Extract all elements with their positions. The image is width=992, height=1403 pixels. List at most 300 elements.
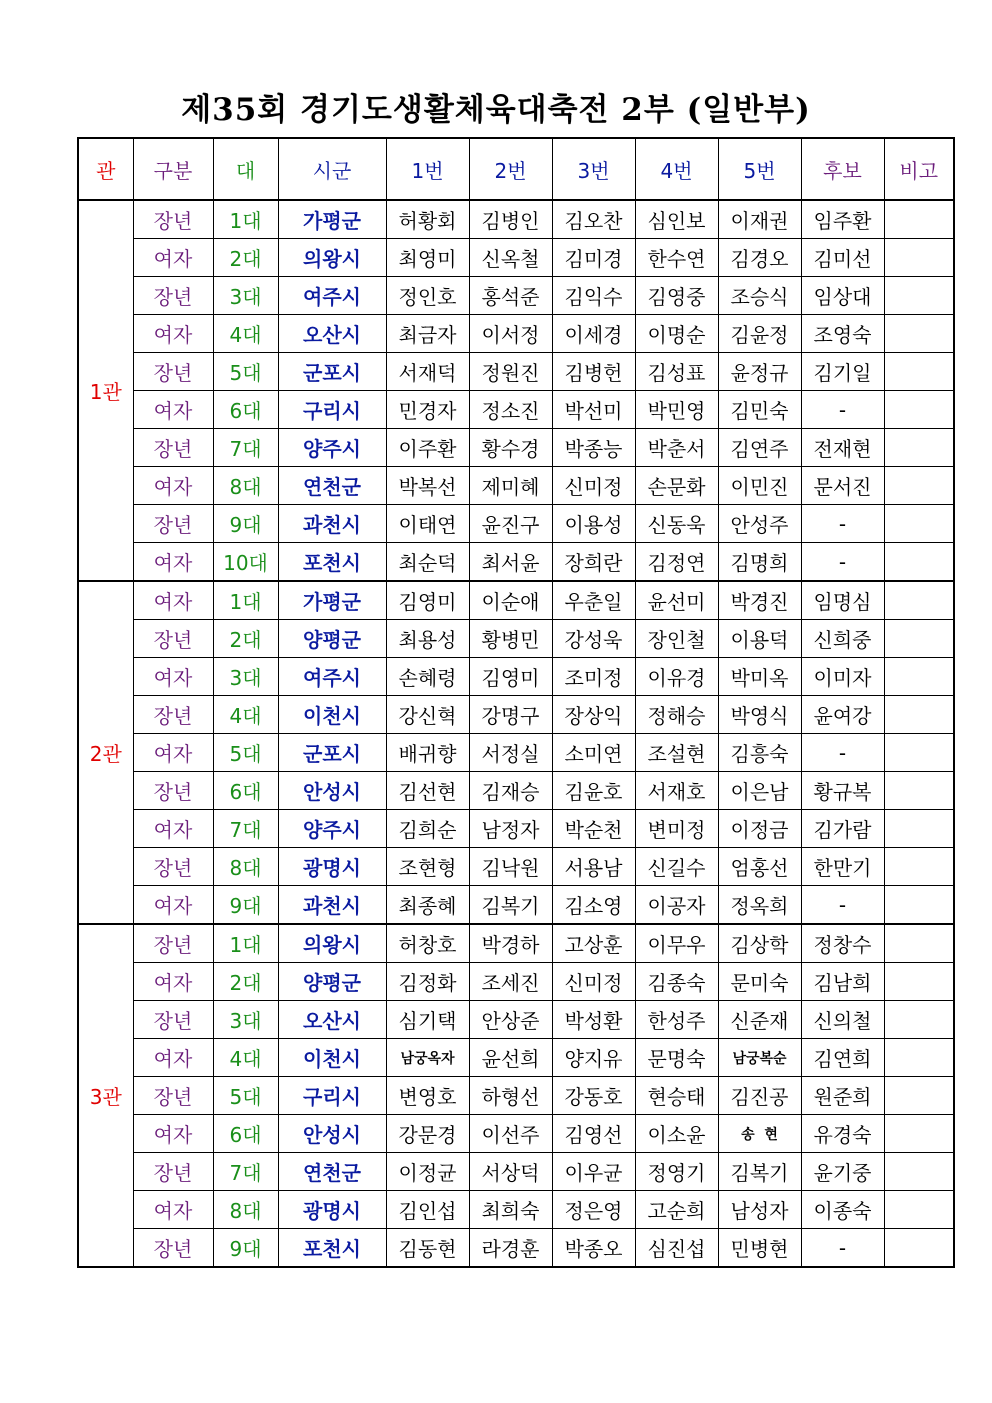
table-row [78,1229,954,1268]
note-cell [884,963,954,1001]
dae-cell: 7대 [213,1153,278,1191]
city-cell: 과천시 [278,505,386,543]
player-cell: 김경오 [718,239,801,277]
player-cell: 박민영 [635,391,718,429]
header-dae: 대 [213,138,278,200]
header-player-3: 3번 [552,138,635,200]
city-cell: 의왕시 [278,924,386,963]
player-cell: 김병헌 [552,353,635,391]
gubun-cell: 장년 [133,200,213,239]
player-cell: 김익수 [552,277,635,315]
gubun-cell: 여자 [133,467,213,505]
player-cell: 정원진 [469,353,552,391]
hall-cell: 1관 [78,200,133,581]
player-cell: 조설현 [635,734,718,772]
reserve-cell: 정창수 [801,924,884,963]
gubun-cell: 장년 [133,848,213,886]
table-row [78,277,954,315]
player-cell: 김오찬 [552,200,635,239]
player-cell: 김영선 [552,1115,635,1153]
city-cell: 광명시 [278,1191,386,1229]
city-cell: 양주시 [278,429,386,467]
player-cell: 최용성 [386,620,469,658]
city-cell: 양주시 [278,810,386,848]
reserve-cell: - [801,734,884,772]
player-cell: 이유경 [635,658,718,696]
roster-body [78,200,954,1267]
player-cell: 김정연 [635,543,718,582]
player-cell: 최희숙 [469,1191,552,1229]
gubun-cell: 장년 [133,429,213,467]
gubun-cell: 여자 [133,810,213,848]
city-cell: 광명시 [278,848,386,886]
player-cell: 안상준 [469,1001,552,1039]
player-cell: 최영미 [386,239,469,277]
player-cell: 이민진 [718,467,801,505]
player-cell: 정인호 [386,277,469,315]
player-cell: 신준재 [718,1001,801,1039]
dae-cell: 3대 [213,1001,278,1039]
player-cell: 한성주 [635,1001,718,1039]
player-cell: 김복기 [469,886,552,925]
player-cell: 박성환 [552,1001,635,1039]
player-cell: 손문화 [635,467,718,505]
player-cell: 이은남 [718,772,801,810]
gubun-cell: 여자 [133,963,213,1001]
table-row [78,391,954,429]
player-cell: 홍석준 [469,277,552,315]
player-cell: 양지유 [552,1039,635,1077]
gubun-cell: 장년 [133,1153,213,1191]
player-cell: 김영미 [386,581,469,620]
gubun-cell: 장년 [133,353,213,391]
note-cell [884,620,954,658]
table-row [78,1077,954,1115]
table-row [78,1115,954,1153]
player-cell: 김낙원 [469,848,552,886]
table-row [78,658,954,696]
header-player-1: 1번 [386,138,469,200]
player-cell: 조승식 [718,277,801,315]
header-reserve: 후보 [801,138,884,200]
gubun-cell: 여자 [133,1115,213,1153]
player-cell: 고순희 [635,1191,718,1229]
player-cell: 김민숙 [718,391,801,429]
table-row [78,734,954,772]
player-cell: 최서윤 [469,543,552,582]
dae-cell: 6대 [213,772,278,810]
player-cell: 서용남 [552,848,635,886]
player-cell: 하형선 [469,1077,552,1115]
table-row [78,1191,954,1229]
table-row [78,581,954,620]
player-cell: 이세경 [552,315,635,353]
player-cell: 정영기 [635,1153,718,1191]
table-row [78,924,954,963]
dae-cell: 6대 [213,1115,278,1153]
player-cell: 정소진 [469,391,552,429]
player-cell: 이정균 [386,1153,469,1191]
note-cell [884,1039,954,1077]
table-row [78,200,954,239]
player-cell: 심진섭 [635,1229,718,1268]
player-cell: 남궁복순 [718,1039,801,1077]
player-cell: 김정화 [386,963,469,1001]
city-cell: 구리시 [278,391,386,429]
header-gubun: 구분 [133,138,213,200]
header-hall: 관 [78,138,133,200]
table-row [78,467,954,505]
player-cell: 박종능 [552,429,635,467]
player-cell: 박선미 [552,391,635,429]
table-row [78,848,954,886]
reserve-cell: 이미자 [801,658,884,696]
reserve-cell: 한만기 [801,848,884,886]
dae-cell: 8대 [213,467,278,505]
reserve-cell: 원준희 [801,1077,884,1115]
note-cell [884,1001,954,1039]
player-cell: 김성표 [635,353,718,391]
city-cell: 여주시 [278,658,386,696]
player-cell: 문미숙 [718,963,801,1001]
table-row [78,1001,954,1039]
player-cell: 장희란 [552,543,635,582]
hall-cell: 3관 [78,924,133,1267]
note-cell [884,848,954,886]
player-cell: 김윤정 [718,315,801,353]
gubun-cell: 여자 [133,315,213,353]
dae-cell: 5대 [213,734,278,772]
dae-cell: 10대 [213,543,278,582]
player-cell: 신동욱 [635,505,718,543]
reserve-cell: 조영숙 [801,315,884,353]
reserve-cell: - [801,505,884,543]
table-row [78,353,954,391]
player-cell: 강성욱 [552,620,635,658]
table-row [78,696,954,734]
player-cell: 신미정 [552,963,635,1001]
player-cell: 고상훈 [552,924,635,963]
player-cell: 손혜령 [386,658,469,696]
player-cell: 이용성 [552,505,635,543]
city-cell: 오산시 [278,1001,386,1039]
note-cell [884,200,954,239]
player-cell: 강명구 [469,696,552,734]
dae-cell: 1대 [213,200,278,239]
player-cell: 장상익 [552,696,635,734]
note-cell [884,924,954,963]
note-cell [884,658,954,696]
dae-cell: 4대 [213,1039,278,1077]
city-cell: 의왕시 [278,239,386,277]
city-cell: 포천시 [278,543,386,582]
player-cell: 서재호 [635,772,718,810]
reserve-cell: 신의철 [801,1001,884,1039]
header-player-2: 2번 [469,138,552,200]
player-cell: 정은영 [552,1191,635,1229]
reserve-cell: 김남희 [801,963,884,1001]
player-cell: 윤선미 [635,581,718,620]
city-cell: 포천시 [278,1229,386,1268]
player-cell: 허창호 [386,924,469,963]
player-cell: 변미정 [635,810,718,848]
player-cell: 윤정규 [718,353,801,391]
note-cell [884,505,954,543]
player-cell: 박춘서 [635,429,718,467]
player-cell: 김동현 [386,1229,469,1268]
player-cell: 김선현 [386,772,469,810]
player-cell: 이우균 [552,1153,635,1191]
table-row [78,1153,954,1191]
city-cell: 가평군 [278,200,386,239]
player-cell: 이용덕 [718,620,801,658]
dae-cell: 1대 [213,924,278,963]
note-cell [884,581,954,620]
dae-cell: 3대 [213,658,278,696]
player-cell: 김영미 [469,658,552,696]
player-cell: 윤선희 [469,1039,552,1077]
player-cell: 김영중 [635,277,718,315]
dae-cell: 7대 [213,429,278,467]
note-cell [884,810,954,848]
note-cell [884,353,954,391]
player-cell: 박경하 [469,924,552,963]
reserve-cell: 신희중 [801,620,884,658]
city-cell: 군포시 [278,353,386,391]
reserve-cell: 김기일 [801,353,884,391]
table-row [78,429,954,467]
dae-cell: 3대 [213,277,278,315]
reserve-cell: 윤여강 [801,696,884,734]
gubun-cell: 여자 [133,658,213,696]
gubun-cell: 장년 [133,277,213,315]
gubun-cell: 여자 [133,391,213,429]
reserve-cell: 임주환 [801,200,884,239]
player-cell: 조미정 [552,658,635,696]
note-cell [884,696,954,734]
reserve-cell: 김연희 [801,1039,884,1077]
gubun-cell: 여자 [133,1191,213,1229]
table-row [78,620,954,658]
player-cell: 남성자 [718,1191,801,1229]
player-cell: 박복선 [386,467,469,505]
dae-cell: 9대 [213,1229,278,1268]
player-cell: 라경훈 [469,1229,552,1268]
gubun-cell: 장년 [133,505,213,543]
note-cell [884,1229,954,1268]
reserve-cell: 이종숙 [801,1191,884,1229]
reserve-cell: 전재현 [801,429,884,467]
table-row [78,963,954,1001]
note-cell [884,239,954,277]
player-cell: 안성주 [718,505,801,543]
gubun-cell: 장년 [133,620,213,658]
page-title: 제35회 경기도생활체육대축전 2부 (일반부) [181,92,811,128]
player-cell: 이소윤 [635,1115,718,1153]
player-cell: 강신혁 [386,696,469,734]
player-cell: 최순덕 [386,543,469,582]
player-cell: 엄홍선 [718,848,801,886]
note-cell [884,429,954,467]
player-cell: 김윤호 [552,772,635,810]
hall-cell: 2관 [78,581,133,924]
note-cell [884,1153,954,1191]
player-cell: 허황회 [386,200,469,239]
header-row [78,138,954,200]
dae-cell: 8대 [213,1191,278,1229]
player-cell: 소미연 [552,734,635,772]
player-cell: 심기택 [386,1001,469,1039]
gubun-cell: 여자 [133,886,213,925]
player-cell: 김진공 [718,1077,801,1115]
gubun-cell: 장년 [133,696,213,734]
gubun-cell: 여자 [133,1039,213,1077]
player-cell: 장인철 [635,620,718,658]
player-cell: 김재승 [469,772,552,810]
note-cell [884,772,954,810]
player-cell: 박순천 [552,810,635,848]
player-cell: 김희순 [386,810,469,848]
reserve-cell: 임상대 [801,277,884,315]
player-cell: 김미경 [552,239,635,277]
player-cell: 박경진 [718,581,801,620]
reserve-cell: 문서진 [801,467,884,505]
player-cell: 박영식 [718,696,801,734]
player-cell: 이정금 [718,810,801,848]
gubun-cell: 여자 [133,734,213,772]
reserve-cell: - [801,1229,884,1268]
reserve-cell: - [801,543,884,582]
player-cell: 이선주 [469,1115,552,1153]
note-cell [884,886,954,925]
reserve-cell: 김가람 [801,810,884,848]
dae-cell: 6대 [213,391,278,429]
note-cell [884,1115,954,1153]
city-cell: 여주시 [278,277,386,315]
player-cell: 우춘일 [552,581,635,620]
city-cell: 오산시 [278,315,386,353]
gubun-cell: 장년 [133,1077,213,1115]
player-cell: 정해승 [635,696,718,734]
player-cell: 신미정 [552,467,635,505]
note-cell [884,391,954,429]
player-cell: 김흥숙 [718,734,801,772]
city-cell: 가평군 [278,581,386,620]
player-cell: 이공자 [635,886,718,925]
player-cell: 이재권 [718,200,801,239]
city-cell: 연천군 [278,1153,386,1191]
dae-cell: 2대 [213,239,278,277]
player-cell: 남궁옥자 [386,1039,469,1077]
header-city: 시군 [278,138,386,200]
gubun-cell: 여자 [133,543,213,582]
city-cell: 안성시 [278,1115,386,1153]
reserve-cell: 황규복 [801,772,884,810]
city-cell: 이천시 [278,1039,386,1077]
reserve-cell: - [801,886,884,925]
player-cell: 이순애 [469,581,552,620]
player-cell: 송 현 [718,1115,801,1153]
dae-cell: 4대 [213,315,278,353]
player-cell: 이명순 [635,315,718,353]
table-row [78,1039,954,1077]
dae-cell: 5대 [213,353,278,391]
player-cell: 정옥희 [718,886,801,925]
player-cell: 김복기 [718,1153,801,1191]
dae-cell: 2대 [213,963,278,1001]
gubun-cell: 여자 [133,239,213,277]
player-cell: 서상덕 [469,1153,552,1191]
player-cell: 한수연 [635,239,718,277]
table-row [78,886,954,925]
player-cell: 변영호 [386,1077,469,1115]
table-row [78,315,954,353]
player-cell: 문명숙 [635,1039,718,1077]
note-cell [884,1191,954,1229]
header-player-5: 5번 [718,138,801,200]
player-cell: 이주환 [386,429,469,467]
player-cell: 김연주 [718,429,801,467]
player-cell: 서재덕 [386,353,469,391]
player-cell: 김명희 [718,543,801,582]
roster-table [77,137,955,1268]
player-cell: 김상학 [718,924,801,963]
city-cell: 양평군 [278,620,386,658]
table-row [78,239,954,277]
note-cell [884,734,954,772]
dae-cell: 5대 [213,1077,278,1115]
player-cell: 김소영 [552,886,635,925]
player-cell: 민경자 [386,391,469,429]
player-cell: 현승태 [635,1077,718,1115]
gubun-cell: 여자 [133,581,213,620]
player-cell: 심인보 [635,200,718,239]
player-cell: 조현형 [386,848,469,886]
reserve-cell: 윤기중 [801,1153,884,1191]
player-cell: 남정자 [469,810,552,848]
dae-cell: 2대 [213,620,278,658]
player-cell: 강문경 [386,1115,469,1153]
city-cell: 안성시 [278,772,386,810]
player-cell: 배귀향 [386,734,469,772]
player-cell: 서정실 [469,734,552,772]
reserve-cell: 임명심 [801,581,884,620]
player-cell: 김종숙 [635,963,718,1001]
gubun-cell: 장년 [133,924,213,963]
player-cell: 조세진 [469,963,552,1001]
note-cell [884,543,954,582]
player-cell: 윤진구 [469,505,552,543]
player-cell: 최종혜 [386,886,469,925]
city-cell: 연천군 [278,467,386,505]
dae-cell: 9대 [213,505,278,543]
reserve-cell: - [801,391,884,429]
reserve-cell: 유경숙 [801,1115,884,1153]
player-cell: 민병현 [718,1229,801,1268]
city-cell: 이천시 [278,696,386,734]
player-cell: 이무우 [635,924,718,963]
note-cell [884,1077,954,1115]
player-cell: 신옥철 [469,239,552,277]
note-cell [884,467,954,505]
player-cell: 강동호 [552,1077,635,1115]
header-note: 비고 [884,138,954,200]
player-cell: 김병인 [469,200,552,239]
note-cell [884,315,954,353]
table-row [78,810,954,848]
dae-cell: 7대 [213,810,278,848]
player-cell: 최금자 [386,315,469,353]
